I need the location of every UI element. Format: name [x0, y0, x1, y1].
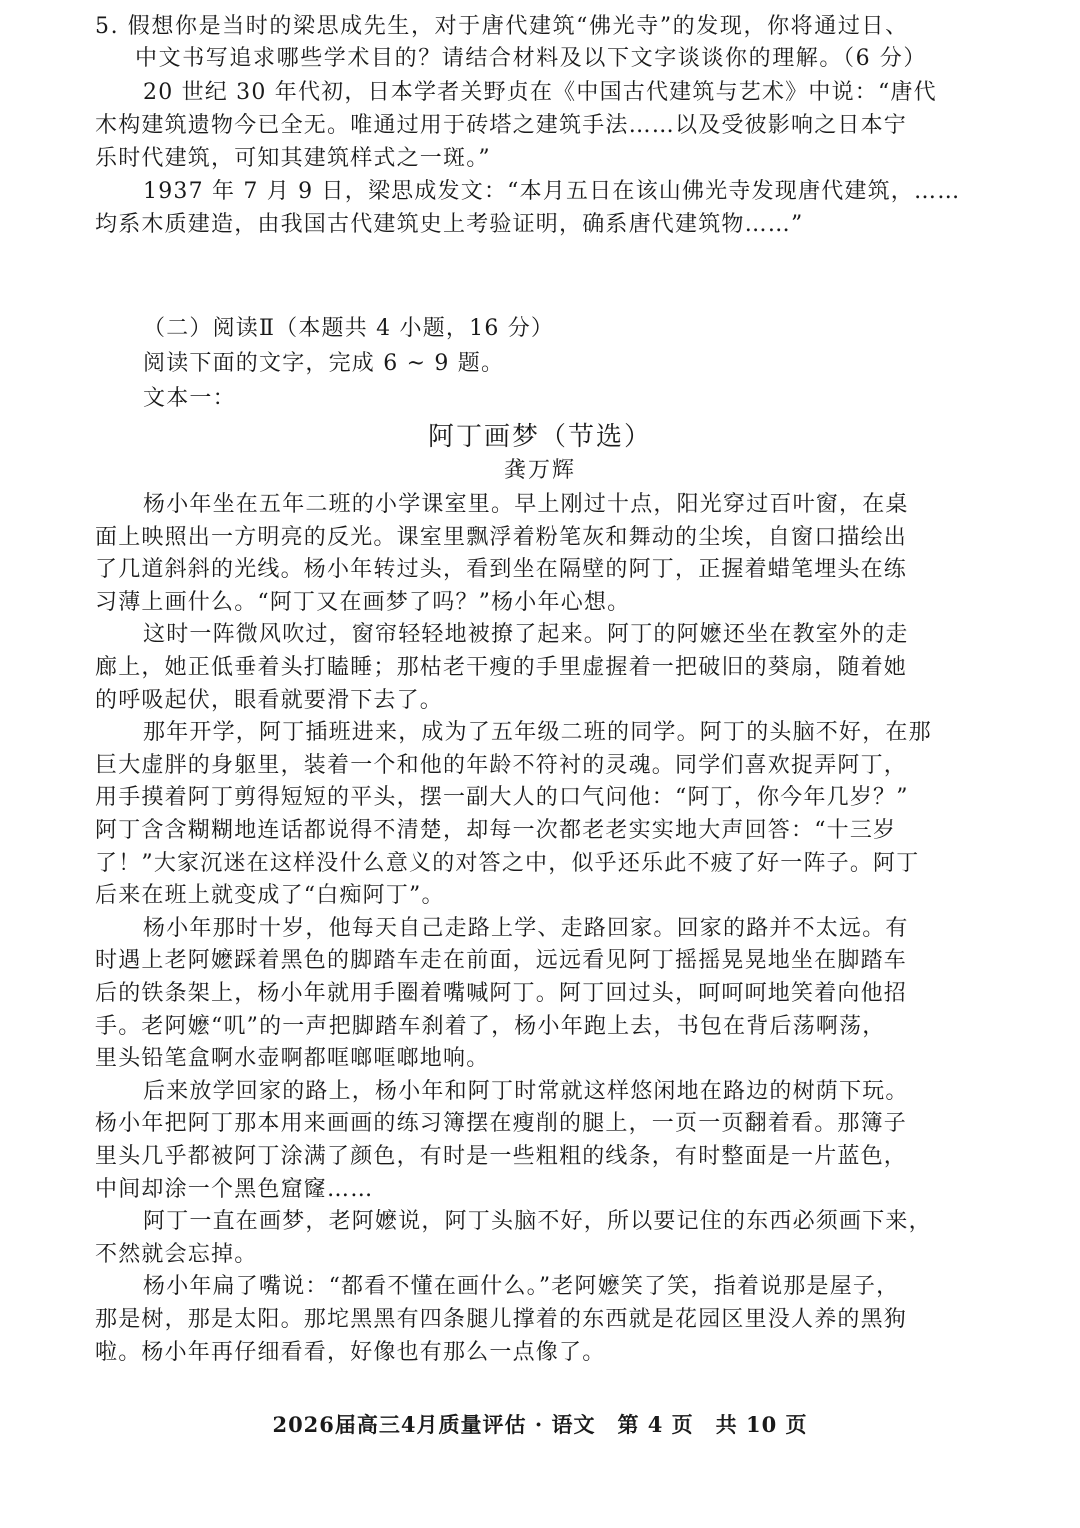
material-2-line-2: 均系木质建造，由我国古代建筑史上考验证明，确系唐代建筑物……”	[95, 212, 804, 237]
material-1-line-1: 20 世纪 30 年代初，日本学者关野贞在《中国古代建筑与艺术》中说：“唐代	[143, 80, 937, 105]
article-line: 阿丁含含糊糊地连话都说得不清楚，却每一次都老老实实地大声回答：“十三岁	[95, 818, 897, 843]
article-line: 里头铅笔盒啊水壶啊都哐啷哐啷地响。	[95, 1046, 490, 1072]
article-line: 不然就会忘掉。	[95, 1241, 258, 1267]
article-line: 了！”大家沉迷在这样没什么意义的对答之中，似乎还乐此不疲了好一阵子。阿丁	[95, 850, 920, 876]
article-line: 的呼吸起伏，眼看就要滑下去了。	[95, 687, 444, 713]
article-line: 这时一阵微风吹过，窗帘轻轻地被撩了起来。阿丁的阿嬷还坐在教室外的走	[143, 622, 909, 648]
article-author: 龚万辉	[503, 458, 576, 483]
section-title: （二）阅读Ⅱ（本题共 4 小题，16 分）	[143, 316, 555, 341]
material-1-line-2: 木构建筑遗物今已全无。唯通过用于砖塔之建筑手法……以及受彼影响之日本宁	[95, 113, 908, 138]
material-2-line-1: 1937 年 7 月 9 日，梁思成发文：“本月五日在该山佛光寺发现唐代建筑，……	[143, 179, 961, 204]
section-instruction: 阅读下面的文字，完成 6 ~ 9 题。	[143, 351, 505, 376]
article-line: 后来放学回家的路上，杨小年和阿丁时常就这样悠闲地在路边的树荫下玩。	[143, 1078, 909, 1104]
question-5-line-1: 5. 假想你是当时的梁思成先生，对于唐代建筑“佛光寺”的发现，你将通过日、	[95, 14, 909, 39]
article-line: 用手摸着阿丁剪得短短的平头，摆一副大人的口气问他：“阿丁，你今年几岁？”	[95, 785, 909, 811]
article-line: 后的铁条架上，杨小年就用手圈着嘴喊阿丁。阿丁回过头，呵呵呵地笑着向他招	[95, 981, 908, 1006]
article-line: 杨小年那时十岁，他每天自己走路上学、走路回家。回家的路并不太远。有	[143, 915, 909, 941]
article-line: 啦。杨小年再仔细看看，好像也有那么一点像了。	[95, 1339, 606, 1365]
question-5-line-2: 中文书写追求哪些学术目的？请结合材料及以下文字谈谈你的理解。（6 分）	[135, 46, 927, 71]
article-title: 阿丁画梦（节选）	[427, 422, 652, 452]
article-line: 时遇上老阿嬷踩着黑色的脚踏车走在前面，远远看见阿丁摇摇晃晃地坐在脚踏车	[95, 948, 908, 974]
article-line: 习薄上画什么。“阿丁又在画梦了吗？”杨小年心想。	[95, 589, 631, 615]
article-line: 廊上，她正低垂着头打瞌睡；那枯老干瘦的手里虚握着一把破旧的葵扇，随着她	[95, 655, 908, 680]
article-line: 那是树，那是太阳。那坨黑黑有四条腿儿撑着的东西就是花园区里没人养的黑狗	[95, 1307, 908, 1332]
article-line: 阿丁一直在画梦，老阿嬷说，阿丁头脑不好，所以要记住的东西必须画下来，	[143, 1209, 932, 1235]
article-line: 里头几乎都被阿丁涂满了颜色，有时是一些粗粗的线条，有时整面是一片蓝色，	[95, 1144, 908, 1169]
text-one-label: 文本一：	[143, 386, 236, 411]
article-line: 巨大虚胖的身躯里，装着一个和他的年龄不符衬的灵魂。同学们喜欢捉弄阿丁，	[95, 752, 908, 778]
article-line: 手。老阿嬷“叽”的一声把脚踏车刹着了，杨小年跑上去，书包在背后荡啊荡，	[95, 1013, 886, 1039]
article-line: 中间却涂一个黑色窟窿……	[95, 1176, 374, 1202]
article-line: 杨小年把阿丁那本用来画画的练习簿摆在瘦削的腿上，一页一页翻着看。那簿子	[95, 1111, 908, 1137]
article-line: 杨小年坐在五年二班的小学课室里。早上刚过十点，阳光穿过百叶窗，在桌	[143, 492, 909, 517]
article-line: 了几道斜斜的光线。杨小年转过头，看到坐在隔壁的阿丁，正握着蜡笔埋头在练	[95, 557, 908, 583]
article-line: 后来在班上就变成了“白痴阿丁”。	[95, 883, 445, 909]
article-line: 面上映照出一方明亮的反光。课室里飘浮着粉笔灰和舞动的尘埃，自窗口描绘出	[95, 524, 908, 550]
article-line: 那年开学，阿丁插班进来，成为了五年级二班的同学。阿丁的头脑不好，在那	[143, 720, 932, 746]
material-1-line-3: 乐时代建筑，可知其建筑样式之一斑。”	[95, 146, 491, 171]
page-footer: 2026届高三4月质量评估 · 语文 第 4 页 共 10 页	[272, 1412, 808, 1437]
article-line: 杨小年扁了嘴说：“都看不懂在画什么。”老阿嬷笑了笑，指着说那是屋子，	[143, 1274, 900, 1300]
